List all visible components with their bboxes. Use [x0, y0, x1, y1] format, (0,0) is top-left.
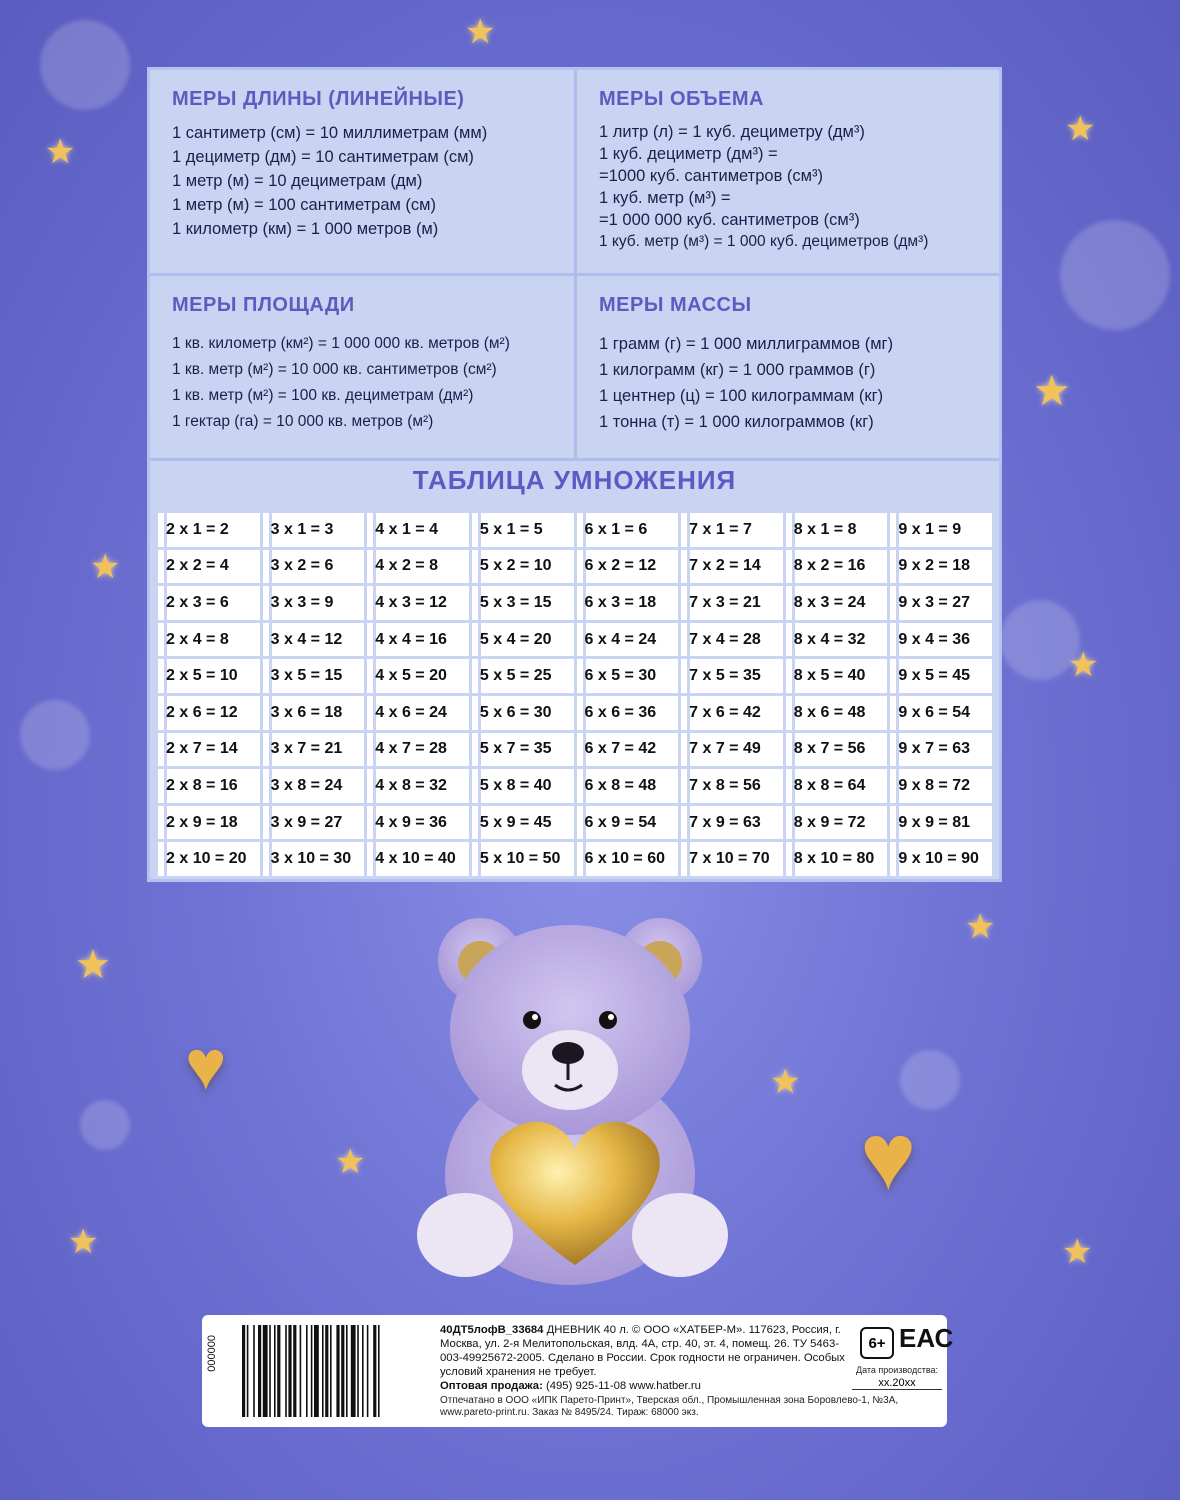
barcode-bar: [357, 1325, 359, 1417]
multiplication-cell: 3 x 3 = 9: [263, 586, 368, 620]
star-icon: ★: [68, 1223, 99, 1261]
multiplication-cell: 6 x 8 = 48: [577, 769, 682, 803]
multiplication-cell: 9 x 7 = 63: [890, 733, 995, 767]
multiplication-cell: 3 x 10 = 30: [263, 842, 368, 876]
multiplication-cell: 4 x 4 = 16: [367, 623, 472, 657]
multiplication-cell: 4 x 6 = 24: [367, 696, 472, 730]
length-measures: [150, 70, 574, 273]
area-line: 1 гектар (га) = 10 000 кв. метров (м²): [172, 413, 434, 430]
multiplication-cell: 4 x 7 = 28: [367, 733, 472, 767]
multiplication-cell: 6 x 7 = 42: [577, 733, 682, 767]
multiplication-cell: 2 x 3 = 6: [158, 586, 263, 620]
area-line: 1 кв. метр (м²) = 10 000 кв. сантиметров (см²): [172, 361, 497, 378]
barcode-bar: [322, 1325, 324, 1417]
multiplication-table: [158, 513, 995, 876]
length-line: 1 метр (м) = 10 дециметрам (дм): [172, 172, 423, 190]
multiplication-cell: 2 x 4 = 8: [158, 623, 263, 657]
barcode-bar: [325, 1325, 328, 1417]
mass-title: МЕРЫ МАССЫ: [599, 294, 752, 316]
multiplication-cell: 8 x 8 = 64: [786, 769, 891, 803]
multiplication-cell: 7 x 8 = 56: [681, 769, 786, 803]
multiplication-cell: 4 x 5 = 20: [367, 659, 472, 693]
age-rating-badge: 6+: [860, 1327, 894, 1359]
volume-line: 1 литр (л) = 1 куб. дециметру (дм³): [599, 123, 865, 141]
multiplication-cell: 2 x 7 = 14: [158, 733, 263, 767]
length-line: 1 метр (м) = 100 сантиметрам (см): [172, 196, 437, 214]
area-title: МЕРЫ ПЛОЩАДИ: [172, 294, 355, 316]
area-measures: [150, 276, 574, 458]
barcode-bar: [242, 1325, 245, 1417]
multiplication-cell: 4 x 8 = 32: [367, 769, 472, 803]
multiplication-cell: 2 x 10 = 20: [158, 842, 263, 876]
mass-line: 1 тонна (т) = 1 000 килограммов (кг): [599, 413, 874, 431]
barcode-bar: [288, 1325, 291, 1417]
multiplication-cell: 7 x 9 = 63: [681, 806, 786, 840]
multiplication-cell: 5 x 1 = 5: [472, 513, 577, 547]
production-date-label: Дата производства:: [855, 1365, 938, 1375]
multiplication-cell: 9 x 8 = 72: [890, 769, 995, 803]
volume-line: =1 000 000 куб. сантиметров (см³): [599, 211, 860, 229]
area-line: 1 кв. метр (м²) = 100 кв. дециметрам (дм²): [172, 387, 474, 404]
volume-measures: [577, 70, 999, 273]
barcode-bar: [274, 1325, 276, 1417]
heart-icon: ♥: [185, 1026, 227, 1104]
multiplication-cell: 6 x 9 = 54: [577, 806, 682, 840]
volume-line: 1 куб. метр (м³) = 1 000 куб. дециметров (дм³): [599, 233, 929, 250]
multiplication-cell: 8 x 4 = 32: [786, 623, 891, 657]
multiplication-cell: 5 x 6 = 30: [472, 696, 577, 730]
teddy-bear-illustration: [410, 905, 730, 1295]
multiplication-cell: 3 x 2 = 6: [263, 550, 368, 584]
multiplication-cell: 2 x 6 = 12: [158, 696, 263, 730]
multiplication-cell: 5 x 2 = 10: [472, 550, 577, 584]
barcode-bar: [336, 1325, 339, 1417]
multiplication-cell: 8 x 1 = 8: [786, 513, 891, 547]
multiplication-cell: 7 x 1 = 7: [681, 513, 786, 547]
eac-mark: ЕАС: [899, 1323, 954, 1353]
barcode-bar: [300, 1325, 302, 1417]
multiplication-cell: 8 x 10 = 80: [786, 842, 891, 876]
mass-line: 1 центнер (ц) = 100 килограммам (кг): [599, 387, 884, 405]
multiplication-cell: 2 x 5 = 10: [158, 659, 263, 693]
multiplication-cell: 7 x 4 = 28: [681, 623, 786, 657]
star-icon: ★: [770, 1063, 801, 1101]
multiplication-cell: 3 x 9 = 27: [263, 806, 368, 840]
multiplication-cell: 4 x 3 = 12: [367, 586, 472, 620]
star-icon: ★: [335, 1143, 366, 1181]
barcode-bar: [258, 1325, 261, 1417]
multiplication-cell: 8 x 9 = 72: [786, 806, 891, 840]
length-line: 1 дециметр (дм) = 10 сантиметрам (см): [172, 148, 474, 166]
multiplication-cell: 2 x 2 = 4: [158, 550, 263, 584]
multiplication-cell: 6 x 1 = 6: [577, 513, 682, 547]
multiplication-cell: 6 x 6 = 36: [577, 696, 682, 730]
mass-line: 1 грамм (г) = 1 000 миллиграммов (мг): [599, 335, 894, 353]
multiplication-cell: 3 x 1 = 3: [263, 513, 368, 547]
multiplication-cell: 6 x 10 = 60: [577, 842, 682, 876]
multiplication-cell: 8 x 6 = 48: [786, 696, 891, 730]
barcode: [232, 1325, 432, 1417]
barcode-bar: [269, 1325, 271, 1417]
multiplication-cell: 5 x 5 = 25: [472, 659, 577, 693]
multiplication-cell: 9 x 10 = 90: [890, 842, 995, 876]
volume-line: 1 куб. дециметр (дм³) =: [599, 145, 778, 163]
printed-info: Отпечатано в ООО «ИПК Парето-Принт», Тверская обл., Промышленная зона Боровлево-1, №3А, www.pareto-print.ru. Заказ № 8495/24. Тираж: 68000 экз.: [440, 1395, 899, 1418]
multiplication-cell: 8 x 3 = 24: [786, 586, 891, 620]
barcode-bar: [253, 1325, 255, 1417]
mass-measures: [577, 276, 999, 458]
multiplication-cell: 7 x 10 = 70: [681, 842, 786, 876]
product-code: 40ДТ5лофВ_33684: [440, 1324, 544, 1336]
multiplication-cell: 6 x 4 = 24: [577, 623, 682, 657]
multiplication-cell: 2 x 1 = 2: [158, 513, 263, 547]
star-icon: ★: [75, 943, 111, 987]
barcode-bar: [373, 1325, 376, 1417]
barcode-bar: [263, 1325, 268, 1417]
barcode-bar: [306, 1325, 308, 1417]
star-icon: ★: [465, 13, 496, 51]
multiplication-cell: 8 x 7 = 56: [786, 733, 891, 767]
barcode-bar: [367, 1325, 369, 1417]
multiplication-cell: 5 x 3 = 15: [472, 586, 577, 620]
multiplication-cell: 6 x 5 = 30: [577, 659, 682, 693]
barcode-bar: [285, 1325, 287, 1417]
multiplication-cell: 6 x 2 = 12: [577, 550, 682, 584]
length-line: 1 километр (км) = 1 000 метров (м): [172, 220, 439, 238]
multiplication-cell: 7 x 2 = 14: [681, 550, 786, 584]
star-icon: ★: [1062, 1233, 1093, 1271]
multiplication-cell: 3 x 7 = 21: [263, 733, 368, 767]
multiplication-cell: 7 x 7 = 49: [681, 733, 786, 767]
barcode-bar: [293, 1325, 296, 1417]
multiplication-cell: 7 x 5 = 35: [681, 659, 786, 693]
multiplication-title: ТАБЛИЦА УМНОЖЕНИЯ: [412, 465, 737, 495]
multiplication-cell: 7 x 3 = 21: [681, 586, 786, 620]
multiplication-cell: 4 x 9 = 36: [367, 806, 472, 840]
multiplication-cell: 4 x 10 = 40: [367, 842, 472, 876]
multiplication-cell: 7 x 6 = 42: [681, 696, 786, 730]
wholesale-label: Оптовая продажа:: [440, 1380, 543, 1392]
label-description: [440, 1323, 850, 1393]
volume-title: МЕРЫ ОБЪЕМА: [599, 88, 764, 110]
barcode-bar: [277, 1325, 280, 1417]
star-icon: ★: [965, 908, 996, 946]
multiplication-cell: 2 x 8 = 16: [158, 769, 263, 803]
star-icon: ★: [45, 133, 76, 171]
mass-line: 1 килограмм (кг) = 1 000 граммов (г): [599, 361, 876, 379]
product-label: [202, 1315, 954, 1427]
multiplication-cell: 5 x 4 = 20: [472, 623, 577, 657]
barcode-bar: [311, 1325, 313, 1417]
multiplication-cell: 3 x 6 = 18: [263, 696, 368, 730]
multiplication-cell: 5 x 8 = 40: [472, 769, 577, 803]
area-line: 1 кв. километр (км²) = 1 000 000 кв. метров (м²): [172, 335, 510, 352]
barcode-bar: [346, 1325, 348, 1417]
multiplication-cell: 4 x 1 = 4: [367, 513, 472, 547]
heart-icon: ♥: [860, 1104, 917, 1210]
multiplication-cell: 9 x 9 = 81: [890, 806, 995, 840]
multiplication-cell: 9 x 4 = 36: [890, 623, 995, 657]
barcode-bar: [351, 1325, 356, 1417]
volume-line: 1 куб. метр (м³) =: [599, 189, 731, 207]
multiplication-cell: 3 x 5 = 15: [263, 659, 368, 693]
barcode-bar: [378, 1325, 380, 1417]
multiplication-cell: 3 x 8 = 24: [263, 769, 368, 803]
length-line: 1 сантиметр (см) = 10 миллиметрам (мм): [172, 124, 488, 142]
multiplication-cell: 5 x 7 = 35: [472, 733, 577, 767]
multiplication-cell: 5 x 10 = 50: [472, 842, 577, 876]
star-icon: ★: [1068, 646, 1099, 684]
multiplication-cell: 3 x 4 = 12: [263, 623, 368, 657]
product-info: ДНЕВНИК 40 л. © ООО «ХАТБЕР-М». 117623, Россия, г. Москва, ул. 2-я Мелитопольская, влд. 4А, стр. 40, эт. 4, помещ. 26. ТУ 5463-003-49925672-2005. Сделано в России. Срок годности не ограничен. Особых условий хранения не требует.: [440, 1324, 845, 1378]
star-icon: ★: [90, 548, 121, 586]
multiplication-cell: 9 x 2 = 18: [890, 550, 995, 584]
multiplication-cell: 9 x 1 = 9: [890, 513, 995, 547]
barcode-bar: [314, 1325, 319, 1417]
barcode-bar: [330, 1325, 332, 1417]
multiplication-cell: 5 x 9 = 45: [472, 806, 577, 840]
multiplication-cell: 2 x 9 = 18: [158, 806, 263, 840]
multiplication-cell: 6 x 3 = 18: [577, 586, 682, 620]
barcode-bar: [247, 1325, 249, 1417]
wholesale-info: (495) 925-11-08 www.hatber.ru: [542, 1380, 701, 1392]
multiplication-cell: 8 x 5 = 40: [786, 659, 891, 693]
barcode-bar: [341, 1325, 344, 1417]
star-icon: ★: [1033, 367, 1071, 414]
info-panel: [147, 67, 1002, 882]
length-title: МЕРЫ ДЛИНЫ (ЛИНЕЙНЫЕ): [172, 88, 465, 110]
barcode-number: 000000: [206, 1335, 218, 1372]
multiplication-cell: 9 x 6 = 54: [890, 696, 995, 730]
multiplication-cell: 4 x 2 = 8: [367, 550, 472, 584]
volume-line: =1000 куб. сантиметров (см³): [599, 167, 824, 185]
production-date-value: xx.20xx: [852, 1377, 942, 1390]
multiplication-cell: 9 x 5 = 45: [890, 659, 995, 693]
star-icon: ★: [1065, 110, 1096, 148]
barcode-bar: [362, 1325, 364, 1417]
multiplication-cell: 8 x 2 = 16: [786, 550, 891, 584]
multiplication-cell: 9 x 3 = 27: [890, 586, 995, 620]
